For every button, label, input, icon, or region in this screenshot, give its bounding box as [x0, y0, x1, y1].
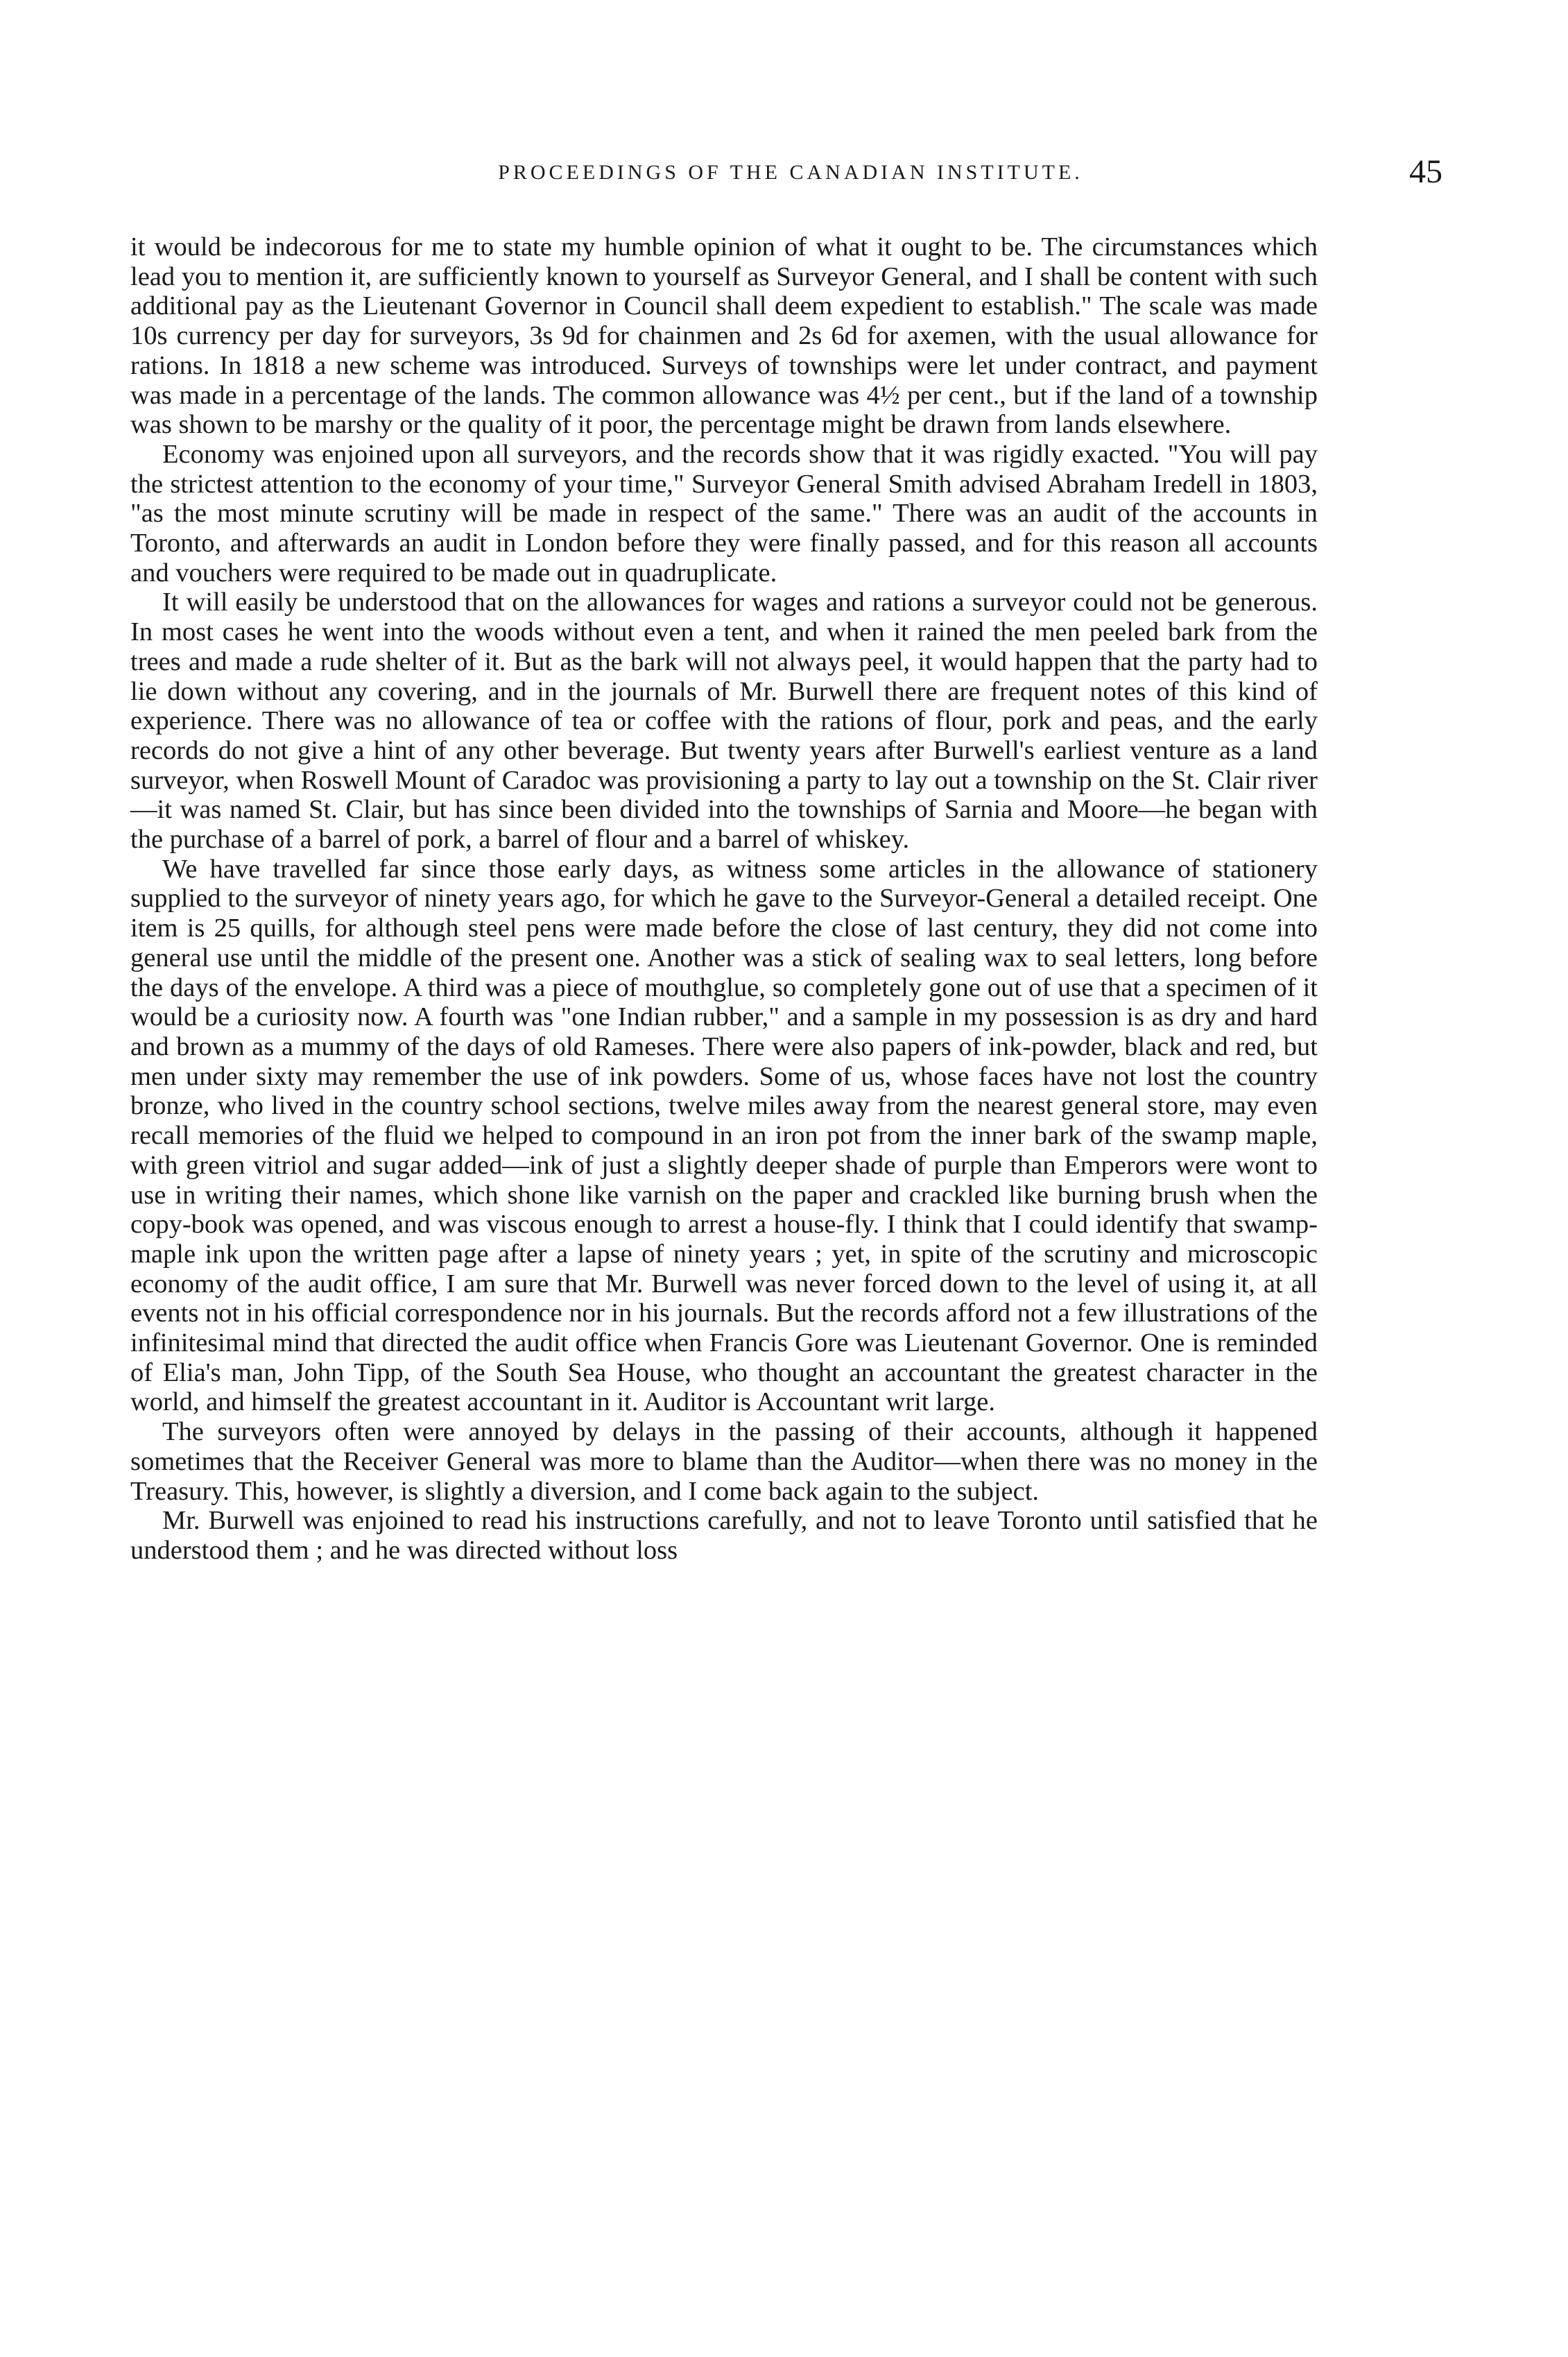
page-number: 45: [1409, 153, 1442, 190]
paragraph: The surveyors often were annoyed by delays in the passing of their accounts, although it happened sometimes that the Receiver General was more to blame than the Auditor—when there was no money in the Treasury. This, however, is slightly a diversion, and I come back again to the subject.: [130, 1417, 1318, 1506]
running-title: PROCEEDINGS OF THE CANADIAN INSTITUTE.: [498, 161, 1083, 184]
running-head: [139, 153, 1442, 201]
paragraph: We have travelled far since those early days, as witness some articles in the allowance of stationery supplied to the surveyor of ninety years ago, for which he gave to the Surveyor-General a detailed receipt. One item is 25 quills, for although steel pens were made before the close of last century, they did not come into general use until the middle of the present one. Another was a stick of sealing wax to seal letters, long before the days of the envelope. A third was a piece of mouthglue, so completely gone out of use that a specimen of it would be a curiosity now. A fourth was "one Indian rubber," and a sample in my possession is as dry and hard and brown as a mummy of the days of old Rameses. There were also papers of ink-powder, black and red, but men under sixty may remember the use of ink powders. Some of us, whose faces have not lost the country bronze, who lived in the country school sections, twelve miles away from the nearest general store, may even recall memories of the fluid we helped to compound in an iron pot from the inner bark of the swamp maple, with green vitriol and sugar added—ink of just a slightly deeper shade of purple than Emperors were wont to use in writing their names, which shone like varnish on the paper and crackled like burning brush when the copy-book was opened, and was viscous enough to arrest a house-fly. I think that I could identify that swamp-maple ink upon the written page after a lapse of ninety years ; yet, in spite of the scrutiny and microscopic economy of the audit office, I am sure that Mr. Burwell was never forced down to the level of using it, at all events not in his official correspondence nor in his journals. But the records afford not a few illustrations of the infinitesimal mind that directed the audit office when Francis Gore was Lieutenant Governor. One is reminded of Elia's man, John Tipp, of the South Sea House, who thought an accountant the greatest character in the world, and himself the greatest accountant in it. Auditor is Accountant writ large.: [130, 854, 1318, 1417]
paragraph: it would be indecorous for me to state my humble opinion of what it ought to be. The circumstances which lead you to mention it, are sufficiently known to yourself as Surveyor General, and I shall be content with such additional pay as the Lieutenant Governor in Council shall deem expedient to establish." The scale was made 10s currency per day for surveyors, 3s 9d for chainmen and 2s 6d for axemen, with the usual allowance for rations. In 1818 a new scheme was introduced. Surveys of townships were let under contract, and payment was made in a percentage of the lands. The common allowance was 4½ per cent., but if the land of a township was shown to be marshy or the quality of it poor, the percentage might be drawn from lands elsewhere.: [130, 232, 1318, 440]
paragraph: Mr. Burwell was enjoined to read his instructions carefully, and not to leave Toronto until satisfied that he understood them ; and he was directed without loss: [130, 1506, 1318, 1565]
body-text: [130, 232, 1318, 1566]
paragraph: Economy was enjoined upon all surveyors, and the records show that it was rigidly exacted. "You will pay the strictest attention to the economy of your time," Surveyor General Smith advised Abraham Iredell in 1803, "as the most minute scrutiny will be made in respect of the same." There was an audit of the accounts in Toronto, and afterwards an audit in London before they were finally passed, and for this reason all accounts and vouchers were required to be made out in quadruplicate.: [130, 439, 1318, 588]
paragraph: It will easily be understood that on the allowances for wages and rations a surveyor could not be generous. In most cases he went into the woods without even a tent, and when it rained the men peeled bark from the trees and made a rude shelter of it. But as the bark will not always peel, it would happen that the party had to lie down without any covering, and in the journals of Mr. Burwell there are frequent notes of this kind of experience. There was no allowance of tea or coffee with the rations of flour, pork and peas, and the early records do not give a hint of any other beverage. But twenty years after Burwell's earliest venture as a land surveyor, when Roswell Mount of Caradoc was provisioning a party to lay out a township on the St. Clair river—it was named St. Clair, but has since been divided into the townships of Sarnia and Moore—he began with the purchase of a barrel of pork, a barrel of flour and a barrel of whiskey.: [130, 588, 1318, 855]
